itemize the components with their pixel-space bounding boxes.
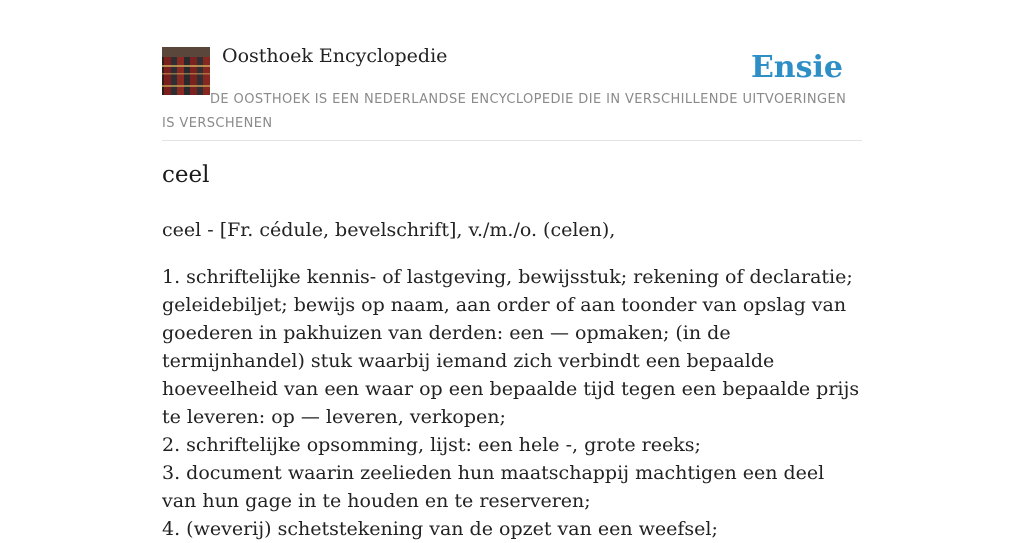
article-title: ceel — [162, 162, 210, 188]
article-lead: ceel - [Fr. cédule, bevelschrift], v./m./o. (celen), — [162, 219, 616, 241]
site-header — [162, 0, 862, 141]
definition-item: 1. schriftelijke kennis- of lastgeving, bewijsstuk; rekening of declaratie; geleidebiljet; bewijs op naam, aan order of aan toonder van opslag van goederen in pakhuizen van derden: een — opmaken; (in de termijnhandel) stuk waarbij iemand zich verbindt een bepaalde hoeveelheid van een waar op een bepaalde tijd tegen een bepaalde prijs te leveren: op — leveren, verkopen; — [162, 266, 860, 428]
definition-item: 3. document waarin zeelieden hun maatschappij machtigen een deel van hun gage in te houden en te reserveren; — [162, 462, 825, 512]
definition-item: 2. schriftelijke opsomming, lijst: een hele -, grote reeks; — [162, 434, 701, 456]
article-body — [162, 216, 862, 543]
definition-list — [162, 263, 862, 543]
brand-logo-link[interactable]: Ensie — [750, 50, 843, 85]
site-tagline: DE OOSTHOEK IS EEN NEDERLANDSE ENCYCLOPEDIE DIE IN VERSCHILLENDE UITVOERINGEN IS VERSCHENEN — [162, 92, 847, 131]
site-name[interactable]: Oosthoek Encyclopedie — [222, 45, 448, 67]
definition-item: 4. (weverij) schetstekening van de opzet van een weefsel; — [162, 518, 718, 540]
content-container — [162, 0, 862, 540]
